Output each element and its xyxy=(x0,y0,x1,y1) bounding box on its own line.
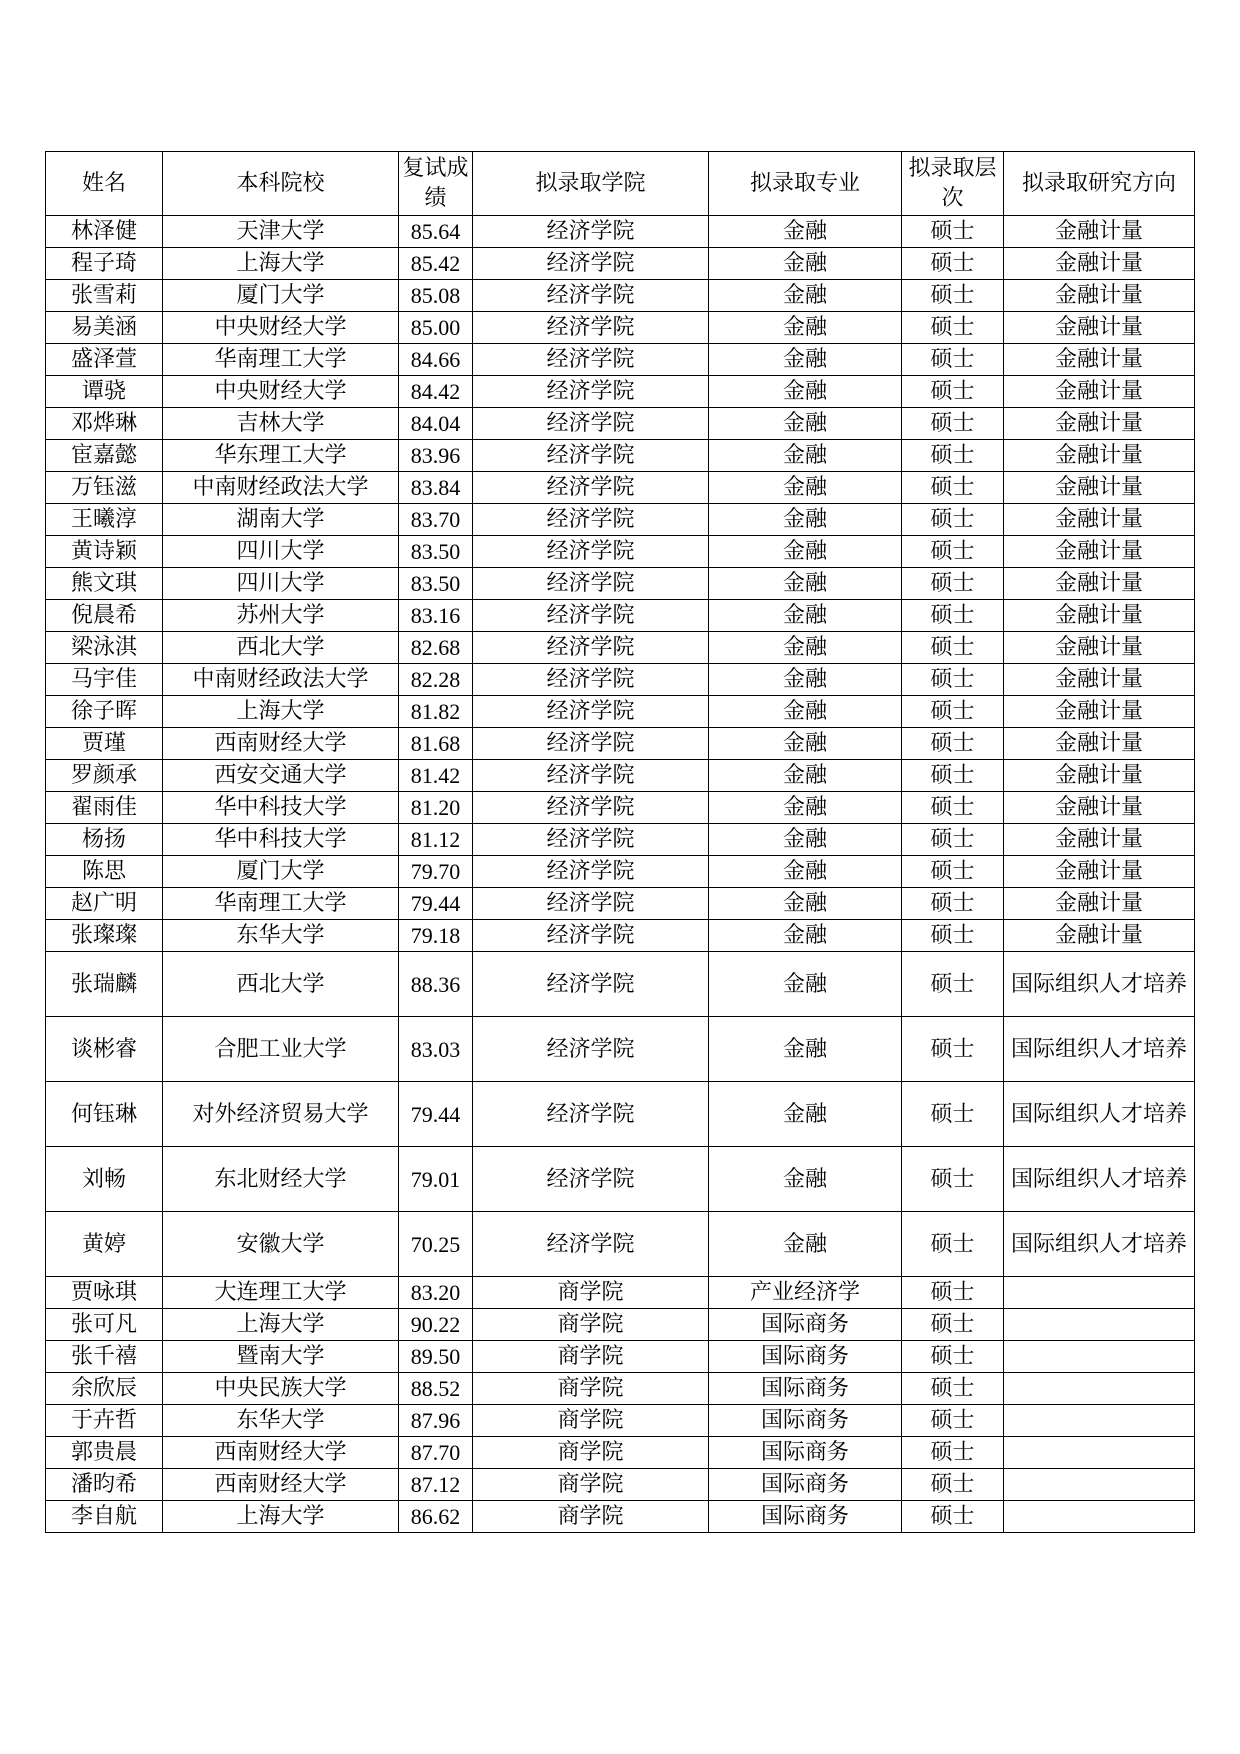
table-row xyxy=(46,888,1195,920)
cell-level: 硕士 xyxy=(902,408,1004,440)
cell-college: 经济学院 xyxy=(473,600,709,632)
cell-school: 吉林大学 xyxy=(163,408,399,440)
cell-school: 厦门大学 xyxy=(163,280,399,312)
header-college: 拟录取学院 xyxy=(473,152,709,216)
cell-score: 87.70 xyxy=(399,1437,473,1469)
cell-name: 梁泳淇 xyxy=(46,632,163,664)
cell-direction xyxy=(1004,1341,1195,1373)
header-major: 拟录取专业 xyxy=(709,152,902,216)
cell-college: 经济学院 xyxy=(473,312,709,344)
cell-direction: 金融计量 xyxy=(1004,856,1195,888)
cell-level: 硕士 xyxy=(902,632,1004,664)
cell-name: 王曦淳 xyxy=(46,504,163,536)
cell-name: 贾瑾 xyxy=(46,728,163,760)
cell-level: 硕士 xyxy=(902,312,1004,344)
cell-school: 四川大学 xyxy=(163,568,399,600)
cell-name: 马宇佳 xyxy=(46,664,163,696)
cell-direction: 金融计量 xyxy=(1004,824,1195,856)
cell-major: 产业经济学 xyxy=(709,1277,902,1309)
cell-college: 经济学院 xyxy=(473,728,709,760)
cell-major: 金融 xyxy=(709,824,902,856)
cell-school: 对外经济贸易大学 xyxy=(163,1082,399,1147)
cell-score: 85.42 xyxy=(399,248,473,280)
cell-major: 金融 xyxy=(709,664,902,696)
table-row xyxy=(46,1212,1195,1277)
cell-name: 刘畅 xyxy=(46,1147,163,1212)
cell-direction: 金融计量 xyxy=(1004,664,1195,696)
cell-school: 华南理工大学 xyxy=(163,344,399,376)
cell-major: 金融 xyxy=(709,216,902,248)
cell-direction: 金融计量 xyxy=(1004,792,1195,824)
cell-major: 金融 xyxy=(709,344,902,376)
table-row xyxy=(46,600,1195,632)
cell-level: 硕士 xyxy=(902,1501,1004,1533)
table-row xyxy=(46,216,1195,248)
cell-college: 商学院 xyxy=(473,1405,709,1437)
cell-major: 金融 xyxy=(709,1082,902,1147)
table-row xyxy=(46,376,1195,408)
cell-major: 金融 xyxy=(709,568,902,600)
cell-direction: 金融计量 xyxy=(1004,472,1195,504)
header-school: 本科院校 xyxy=(163,152,399,216)
cell-direction: 金融计量 xyxy=(1004,632,1195,664)
cell-score: 79.44 xyxy=(399,1082,473,1147)
cell-score: 83.20 xyxy=(399,1277,473,1309)
cell-college: 商学院 xyxy=(473,1437,709,1469)
cell-name: 潘昀希 xyxy=(46,1469,163,1501)
cell-school: 东华大学 xyxy=(163,1405,399,1437)
cell-score: 82.68 xyxy=(399,632,473,664)
cell-college: 经济学院 xyxy=(473,216,709,248)
cell-major: 金融 xyxy=(709,888,902,920)
cell-level: 硕士 xyxy=(902,1082,1004,1147)
cell-direction: 金融计量 xyxy=(1004,696,1195,728)
cell-direction: 金融计量 xyxy=(1004,376,1195,408)
cell-major: 金融 xyxy=(709,408,902,440)
cell-major: 金融 xyxy=(709,1147,902,1212)
table-row xyxy=(46,408,1195,440)
cell-major: 金融 xyxy=(709,952,902,1017)
cell-school: 上海大学 xyxy=(163,696,399,728)
cell-name: 贾咏琪 xyxy=(46,1277,163,1309)
table-row xyxy=(46,312,1195,344)
cell-name: 赵广明 xyxy=(46,888,163,920)
cell-level: 硕士 xyxy=(902,1277,1004,1309)
cell-major: 金融 xyxy=(709,536,902,568)
cell-name: 倪晨希 xyxy=(46,600,163,632)
cell-college: 经济学院 xyxy=(473,856,709,888)
cell-major: 金融 xyxy=(709,760,902,792)
cell-major: 国际商务 xyxy=(709,1309,902,1341)
cell-school: 上海大学 xyxy=(163,1501,399,1533)
cell-level: 硕士 xyxy=(902,472,1004,504)
cell-score: 90.22 xyxy=(399,1309,473,1341)
cell-college: 经济学院 xyxy=(473,568,709,600)
cell-score: 83.84 xyxy=(399,472,473,504)
cell-major: 金融 xyxy=(709,696,902,728)
table-row xyxy=(46,1017,1195,1082)
cell-score: 83.16 xyxy=(399,600,473,632)
header-score: 复试成绩 xyxy=(399,152,473,216)
cell-name: 张千禧 xyxy=(46,1341,163,1373)
table-row xyxy=(46,1309,1195,1341)
cell-college: 经济学院 xyxy=(473,536,709,568)
cell-college: 经济学院 xyxy=(473,696,709,728)
cell-score: 79.44 xyxy=(399,888,473,920)
cell-name: 余欣辰 xyxy=(46,1373,163,1405)
cell-school: 东北财经大学 xyxy=(163,1147,399,1212)
cell-name: 李自航 xyxy=(46,1501,163,1533)
table-row xyxy=(46,952,1195,1017)
cell-score: 85.00 xyxy=(399,312,473,344)
cell-score: 83.50 xyxy=(399,568,473,600)
cell-score: 70.25 xyxy=(399,1212,473,1277)
cell-college: 经济学院 xyxy=(473,440,709,472)
cell-name: 罗颜承 xyxy=(46,760,163,792)
cell-school: 华中科技大学 xyxy=(163,792,399,824)
cell-score: 81.20 xyxy=(399,792,473,824)
cell-major: 金融 xyxy=(709,920,902,952)
cell-level: 硕士 xyxy=(902,696,1004,728)
cell-major: 金融 xyxy=(709,248,902,280)
cell-college: 经济学院 xyxy=(473,664,709,696)
cell-school: 安徽大学 xyxy=(163,1212,399,1277)
cell-score: 79.01 xyxy=(399,1147,473,1212)
header-direction: 拟录取研究方向 xyxy=(1004,152,1195,216)
cell-major: 金融 xyxy=(709,632,902,664)
cell-level: 硕士 xyxy=(902,568,1004,600)
cell-major: 金融 xyxy=(709,376,902,408)
cell-score: 88.36 xyxy=(399,952,473,1017)
cell-level: 硕士 xyxy=(902,952,1004,1017)
cell-school: 华中科技大学 xyxy=(163,824,399,856)
cell-college: 经济学院 xyxy=(473,1147,709,1212)
cell-college: 商学院 xyxy=(473,1341,709,1373)
cell-score: 84.04 xyxy=(399,408,473,440)
cell-college: 经济学院 xyxy=(473,280,709,312)
cell-direction xyxy=(1004,1469,1195,1501)
table-row xyxy=(46,568,1195,600)
cell-name: 黄婷 xyxy=(46,1212,163,1277)
cell-direction: 金融计量 xyxy=(1004,568,1195,600)
cell-school: 西南财经大学 xyxy=(163,1469,399,1501)
cell-college: 经济学院 xyxy=(473,504,709,536)
cell-level: 硕士 xyxy=(902,728,1004,760)
cell-school: 中南财经政法大学 xyxy=(163,472,399,504)
cell-score: 81.12 xyxy=(399,824,473,856)
cell-score: 86.62 xyxy=(399,1501,473,1533)
table-row xyxy=(46,856,1195,888)
cell-score: 83.96 xyxy=(399,440,473,472)
cell-college: 经济学院 xyxy=(473,1017,709,1082)
cell-school: 四川大学 xyxy=(163,536,399,568)
cell-name: 谭骁 xyxy=(46,376,163,408)
cell-college: 商学院 xyxy=(473,1277,709,1309)
cell-school: 华南理工大学 xyxy=(163,888,399,920)
cell-college: 经济学院 xyxy=(473,824,709,856)
cell-level: 硕士 xyxy=(902,600,1004,632)
cell-college: 经济学院 xyxy=(473,760,709,792)
cell-college: 经济学院 xyxy=(473,1082,709,1147)
cell-direction xyxy=(1004,1405,1195,1437)
cell-score: 83.03 xyxy=(399,1017,473,1082)
table-row xyxy=(46,632,1195,664)
header-level: 拟录取层次 xyxy=(902,152,1004,216)
cell-name: 谈彬睿 xyxy=(46,1017,163,1082)
cell-direction: 金融计量 xyxy=(1004,312,1195,344)
cell-name: 宦嘉懿 xyxy=(46,440,163,472)
cell-direction: 金融计量 xyxy=(1004,408,1195,440)
cell-college: 经济学院 xyxy=(473,792,709,824)
cell-score: 79.70 xyxy=(399,856,473,888)
cell-school: 上海大学 xyxy=(163,248,399,280)
table-row xyxy=(46,760,1195,792)
cell-direction: 金融计量 xyxy=(1004,536,1195,568)
cell-name: 万钰滋 xyxy=(46,472,163,504)
cell-college: 经济学院 xyxy=(473,376,709,408)
cell-college: 经济学院 xyxy=(473,632,709,664)
cell-name: 张璨璨 xyxy=(46,920,163,952)
cell-name: 熊文琪 xyxy=(46,568,163,600)
cell-level: 硕士 xyxy=(902,376,1004,408)
table-row xyxy=(46,1437,1195,1469)
cell-direction: 金融计量 xyxy=(1004,760,1195,792)
cell-school: 西南财经大学 xyxy=(163,1437,399,1469)
cell-name: 郭贵晨 xyxy=(46,1437,163,1469)
cell-level: 硕士 xyxy=(902,920,1004,952)
table-row xyxy=(46,504,1195,536)
cell-direction: 金融计量 xyxy=(1004,600,1195,632)
cell-college: 经济学院 xyxy=(473,408,709,440)
cell-direction xyxy=(1004,1501,1195,1533)
table-row xyxy=(46,440,1195,472)
cell-direction xyxy=(1004,1373,1195,1405)
cell-score: 79.18 xyxy=(399,920,473,952)
cell-level: 硕士 xyxy=(902,1373,1004,1405)
cell-school: 西南财经大学 xyxy=(163,728,399,760)
cell-direction xyxy=(1004,1277,1195,1309)
table-body xyxy=(46,216,1195,1533)
cell-score: 81.42 xyxy=(399,760,473,792)
cell-score: 85.08 xyxy=(399,280,473,312)
table-row xyxy=(46,696,1195,728)
cell-major: 金融 xyxy=(709,504,902,536)
cell-name: 杨扬 xyxy=(46,824,163,856)
cell-school: 西北大学 xyxy=(163,632,399,664)
cell-level: 硕士 xyxy=(902,1437,1004,1469)
cell-school: 厦门大学 xyxy=(163,856,399,888)
table-row xyxy=(46,536,1195,568)
cell-major: 金融 xyxy=(709,728,902,760)
cell-college: 经济学院 xyxy=(473,888,709,920)
cell-score: 85.64 xyxy=(399,216,473,248)
table-row xyxy=(46,1082,1195,1147)
table-row xyxy=(46,1277,1195,1309)
cell-name: 林泽健 xyxy=(46,216,163,248)
cell-level: 硕士 xyxy=(902,280,1004,312)
cell-direction: 国际组织人才培养 xyxy=(1004,1017,1195,1082)
cell-major: 金融 xyxy=(709,280,902,312)
cell-level: 硕士 xyxy=(902,792,1004,824)
table-row xyxy=(46,1147,1195,1212)
cell-direction: 国际组织人才培养 xyxy=(1004,1082,1195,1147)
cell-school: 暨南大学 xyxy=(163,1341,399,1373)
cell-major: 国际商务 xyxy=(709,1405,902,1437)
table-row xyxy=(46,792,1195,824)
cell-score: 84.42 xyxy=(399,376,473,408)
table-row xyxy=(46,1501,1195,1533)
cell-level: 硕士 xyxy=(902,1309,1004,1341)
cell-score: 81.68 xyxy=(399,728,473,760)
cell-direction xyxy=(1004,1437,1195,1469)
cell-college: 经济学院 xyxy=(473,920,709,952)
cell-level: 硕士 xyxy=(902,760,1004,792)
cell-major: 金融 xyxy=(709,1212,902,1277)
table-row xyxy=(46,920,1195,952)
cell-major: 金融 xyxy=(709,472,902,504)
cell-major: 国际商务 xyxy=(709,1341,902,1373)
cell-score: 87.96 xyxy=(399,1405,473,1437)
table-row xyxy=(46,472,1195,504)
cell-direction: 国际组织人才培养 xyxy=(1004,952,1195,1017)
cell-direction: 金融计量 xyxy=(1004,504,1195,536)
table-row xyxy=(46,728,1195,760)
cell-level: 硕士 xyxy=(902,1212,1004,1277)
table-row xyxy=(46,1341,1195,1373)
cell-school: 湖南大学 xyxy=(163,504,399,536)
cell-school: 大连理工大学 xyxy=(163,1277,399,1309)
header-name: 姓名 xyxy=(46,152,163,216)
cell-direction: 金融计量 xyxy=(1004,888,1195,920)
cell-name: 张雪莉 xyxy=(46,280,163,312)
cell-level: 硕士 xyxy=(902,1469,1004,1501)
cell-school: 天津大学 xyxy=(163,216,399,248)
cell-level: 硕士 xyxy=(902,440,1004,472)
table-row xyxy=(46,1405,1195,1437)
cell-direction: 金融计量 xyxy=(1004,728,1195,760)
cell-college: 经济学院 xyxy=(473,1212,709,1277)
cell-name: 黄诗颖 xyxy=(46,536,163,568)
cell-school: 苏州大学 xyxy=(163,600,399,632)
table-row xyxy=(46,824,1195,856)
cell-school: 西北大学 xyxy=(163,952,399,1017)
cell-major: 国际商务 xyxy=(709,1469,902,1501)
cell-level: 硕士 xyxy=(902,824,1004,856)
table-row xyxy=(46,344,1195,376)
cell-major: 金融 xyxy=(709,600,902,632)
cell-major: 国际商务 xyxy=(709,1373,902,1405)
cell-direction: 金融计量 xyxy=(1004,216,1195,248)
cell-school: 中央财经大学 xyxy=(163,376,399,408)
cell-school: 西安交通大学 xyxy=(163,760,399,792)
cell-level: 硕士 xyxy=(902,888,1004,920)
cell-level: 硕士 xyxy=(902,664,1004,696)
cell-name: 陈思 xyxy=(46,856,163,888)
cell-school: 中央财经大学 xyxy=(163,312,399,344)
cell-level: 硕士 xyxy=(902,344,1004,376)
table-row xyxy=(46,1373,1195,1405)
cell-score: 82.28 xyxy=(399,664,473,696)
cell-level: 硕士 xyxy=(902,1405,1004,1437)
cell-level: 硕士 xyxy=(902,504,1004,536)
cell-college: 商学院 xyxy=(473,1373,709,1405)
cell-score: 83.50 xyxy=(399,536,473,568)
table-row xyxy=(46,1469,1195,1501)
cell-school: 上海大学 xyxy=(163,1309,399,1341)
table-row xyxy=(46,280,1195,312)
header-row xyxy=(46,152,1195,216)
cell-name: 易美涵 xyxy=(46,312,163,344)
cell-score: 88.52 xyxy=(399,1373,473,1405)
table-row xyxy=(46,664,1195,696)
cell-school: 中南财经政法大学 xyxy=(163,664,399,696)
cell-school: 合肥工业大学 xyxy=(163,1017,399,1082)
cell-name: 于卉哲 xyxy=(46,1405,163,1437)
cell-score: 81.82 xyxy=(399,696,473,728)
cell-name: 徐子晖 xyxy=(46,696,163,728)
cell-major: 金融 xyxy=(709,1017,902,1082)
cell-major: 金融 xyxy=(709,440,902,472)
cell-name: 翟雨佳 xyxy=(46,792,163,824)
cell-level: 硕士 xyxy=(902,216,1004,248)
cell-college: 商学院 xyxy=(473,1469,709,1501)
cell-college: 经济学院 xyxy=(473,248,709,280)
cell-direction: 国际组织人才培养 xyxy=(1004,1212,1195,1277)
cell-major: 金融 xyxy=(709,856,902,888)
cell-direction: 金融计量 xyxy=(1004,440,1195,472)
cell-level: 硕士 xyxy=(902,248,1004,280)
cell-direction: 金融计量 xyxy=(1004,344,1195,376)
cell-score: 89.50 xyxy=(399,1341,473,1373)
cell-name: 程子琦 xyxy=(46,248,163,280)
cell-score: 84.66 xyxy=(399,344,473,376)
cell-direction xyxy=(1004,1309,1195,1341)
cell-school: 中央民族大学 xyxy=(163,1373,399,1405)
cell-major: 金融 xyxy=(709,792,902,824)
cell-school: 东华大学 xyxy=(163,920,399,952)
cell-major: 金融 xyxy=(709,312,902,344)
cell-score: 83.70 xyxy=(399,504,473,536)
cell-level: 硕士 xyxy=(902,1147,1004,1212)
cell-level: 硕士 xyxy=(902,1017,1004,1082)
cell-college: 经济学院 xyxy=(473,344,709,376)
cell-college: 商学院 xyxy=(473,1501,709,1533)
table-row xyxy=(46,248,1195,280)
cell-direction: 国际组织人才培养 xyxy=(1004,1147,1195,1212)
admission-table xyxy=(45,151,1195,1533)
cell-direction: 金融计量 xyxy=(1004,280,1195,312)
cell-college: 经济学院 xyxy=(473,952,709,1017)
cell-level: 硕士 xyxy=(902,536,1004,568)
cell-college: 经济学院 xyxy=(473,472,709,504)
cell-score: 87.12 xyxy=(399,1469,473,1501)
cell-name: 邓烨琳 xyxy=(46,408,163,440)
cell-direction: 金融计量 xyxy=(1004,248,1195,280)
cell-school: 华东理工大学 xyxy=(163,440,399,472)
cell-college: 商学院 xyxy=(473,1309,709,1341)
cell-name: 盛泽萱 xyxy=(46,344,163,376)
cell-name: 张瑞麟 xyxy=(46,952,163,1017)
cell-direction: 金融计量 xyxy=(1004,920,1195,952)
cell-level: 硕士 xyxy=(902,1341,1004,1373)
cell-name: 何钰琳 xyxy=(46,1082,163,1147)
cell-major: 国际商务 xyxy=(709,1437,902,1469)
cell-level: 硕士 xyxy=(902,856,1004,888)
cell-name: 张可凡 xyxy=(46,1309,163,1341)
cell-major: 国际商务 xyxy=(709,1501,902,1533)
